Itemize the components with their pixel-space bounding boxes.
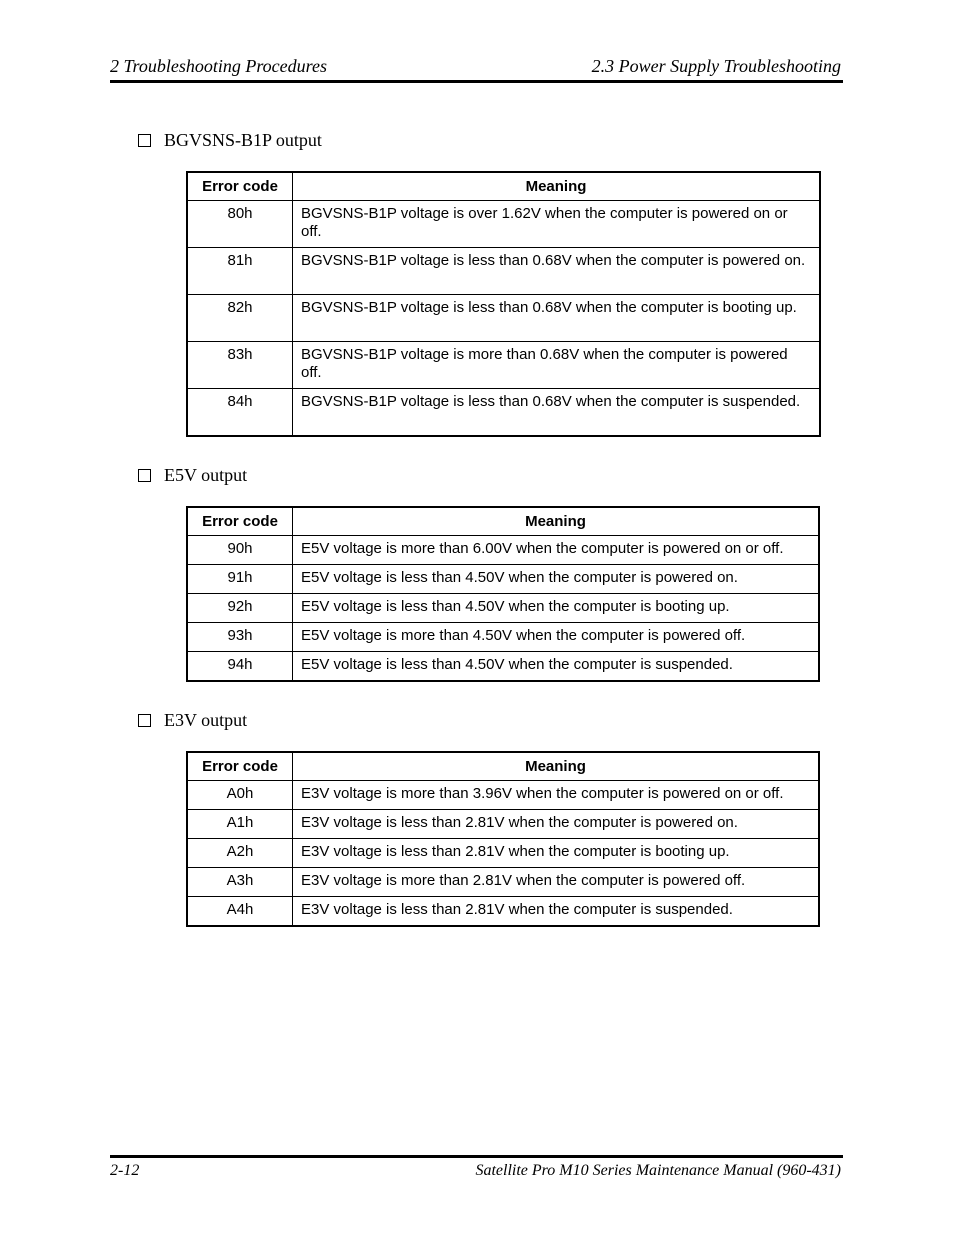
error-meaning: E5V voltage is less than 4.50V when the computer is suspended. xyxy=(293,652,820,682)
table-row xyxy=(187,868,819,897)
checkbox-bullet-icon xyxy=(138,714,151,727)
section-title: E3V output xyxy=(164,710,248,730)
error-code: 92h xyxy=(187,594,293,623)
column-header-code: Error code xyxy=(187,172,293,201)
error-code: 91h xyxy=(187,565,293,594)
error-code: 90h xyxy=(187,536,293,565)
header-section: 2.3 Power Supply Troubleshooting xyxy=(591,56,841,76)
column-header-code: Error code xyxy=(187,507,293,536)
table-row xyxy=(187,781,819,810)
error-meaning: BGVSNS-B1P voltage is over 1.62V when the computer is powered on or off. xyxy=(293,201,821,248)
page-header xyxy=(110,56,843,83)
manual-title: Satellite Pro M10 Series Maintenance Manual (960-431) xyxy=(475,1162,841,1179)
header-chapter: 2 Troubleshooting Procedures xyxy=(110,56,327,76)
table-row xyxy=(187,897,819,927)
table-row xyxy=(187,201,820,248)
table-row xyxy=(187,810,819,839)
error-meaning: E3V voltage is more than 3.96V when the computer is powered on or off. xyxy=(293,781,820,810)
section-heading-e5v xyxy=(138,465,247,486)
error-code: 82h xyxy=(187,295,293,342)
error-table-e3v xyxy=(186,751,820,927)
table-row xyxy=(187,839,819,868)
error-table-e5v xyxy=(186,506,820,682)
error-code: A2h xyxy=(187,839,293,868)
table-header-row xyxy=(187,172,820,201)
checkbox-bullet-icon xyxy=(138,469,151,482)
error-meaning: E5V voltage is less than 4.50V when the computer is powered on. xyxy=(293,565,820,594)
table-row xyxy=(187,623,819,652)
error-meaning: BGVSNS-B1P voltage is less than 0.68V when the computer is booting up. xyxy=(293,295,821,342)
table-row xyxy=(187,536,819,565)
error-code: A0h xyxy=(187,781,293,810)
error-meaning: BGVSNS-B1P voltage is less than 0.68V when the computer is suspended. xyxy=(293,389,821,437)
error-table-bgvsns xyxy=(186,171,821,437)
table-row xyxy=(187,565,819,594)
section-title: BGVSNS-B1P output xyxy=(164,130,322,150)
error-code: 94h xyxy=(187,652,293,682)
table-row xyxy=(187,342,820,389)
column-header-meaning: Meaning xyxy=(293,172,821,201)
error-meaning: E3V voltage is less than 2.81V when the computer is powered on. xyxy=(293,810,820,839)
table-header-row xyxy=(187,752,819,781)
error-code: A1h xyxy=(187,810,293,839)
error-code: 80h xyxy=(187,201,293,248)
error-meaning: E3V voltage is more than 2.81V when the computer is powered off. xyxy=(293,868,820,897)
table-row xyxy=(187,652,819,682)
section-title: E5V output xyxy=(164,465,248,485)
error-meaning: E3V voltage is less than 2.81V when the computer is booting up. xyxy=(293,839,820,868)
error-meaning: BGVSNS-B1P voltage is more than 0.68V when the computer is powered off. xyxy=(293,342,821,389)
page-number: 2-12 xyxy=(110,1162,140,1179)
table-row xyxy=(187,295,820,342)
table-row xyxy=(187,594,819,623)
table-row xyxy=(187,389,820,437)
error-meaning: E5V voltage is more than 4.50V when the computer is powered off. xyxy=(293,623,820,652)
error-code: 81h xyxy=(187,248,293,295)
error-code: 93h xyxy=(187,623,293,652)
error-code: 83h xyxy=(187,342,293,389)
column-header-meaning: Meaning xyxy=(293,507,820,536)
error-meaning: E5V voltage is less than 4.50V when the computer is booting up. xyxy=(293,594,820,623)
error-code: A4h xyxy=(187,897,293,927)
column-header-code: Error code xyxy=(187,752,293,781)
error-meaning: E3V voltage is less than 2.81V when the computer is suspended. xyxy=(293,897,820,927)
error-meaning: E5V voltage is more than 6.00V when the computer is powered on or off. xyxy=(293,536,820,565)
column-header-meaning: Meaning xyxy=(293,752,820,781)
table-row xyxy=(187,248,820,295)
error-code: 84h xyxy=(187,389,293,437)
section-heading-e3v xyxy=(138,710,247,731)
section-heading-bgvsns xyxy=(138,130,322,151)
page-footer xyxy=(110,1155,843,1179)
table-header-row xyxy=(187,507,819,536)
error-code: A3h xyxy=(187,868,293,897)
checkbox-bullet-icon xyxy=(138,134,151,147)
error-meaning: BGVSNS-B1P voltage is less than 0.68V when the computer is powered on. xyxy=(293,248,821,295)
